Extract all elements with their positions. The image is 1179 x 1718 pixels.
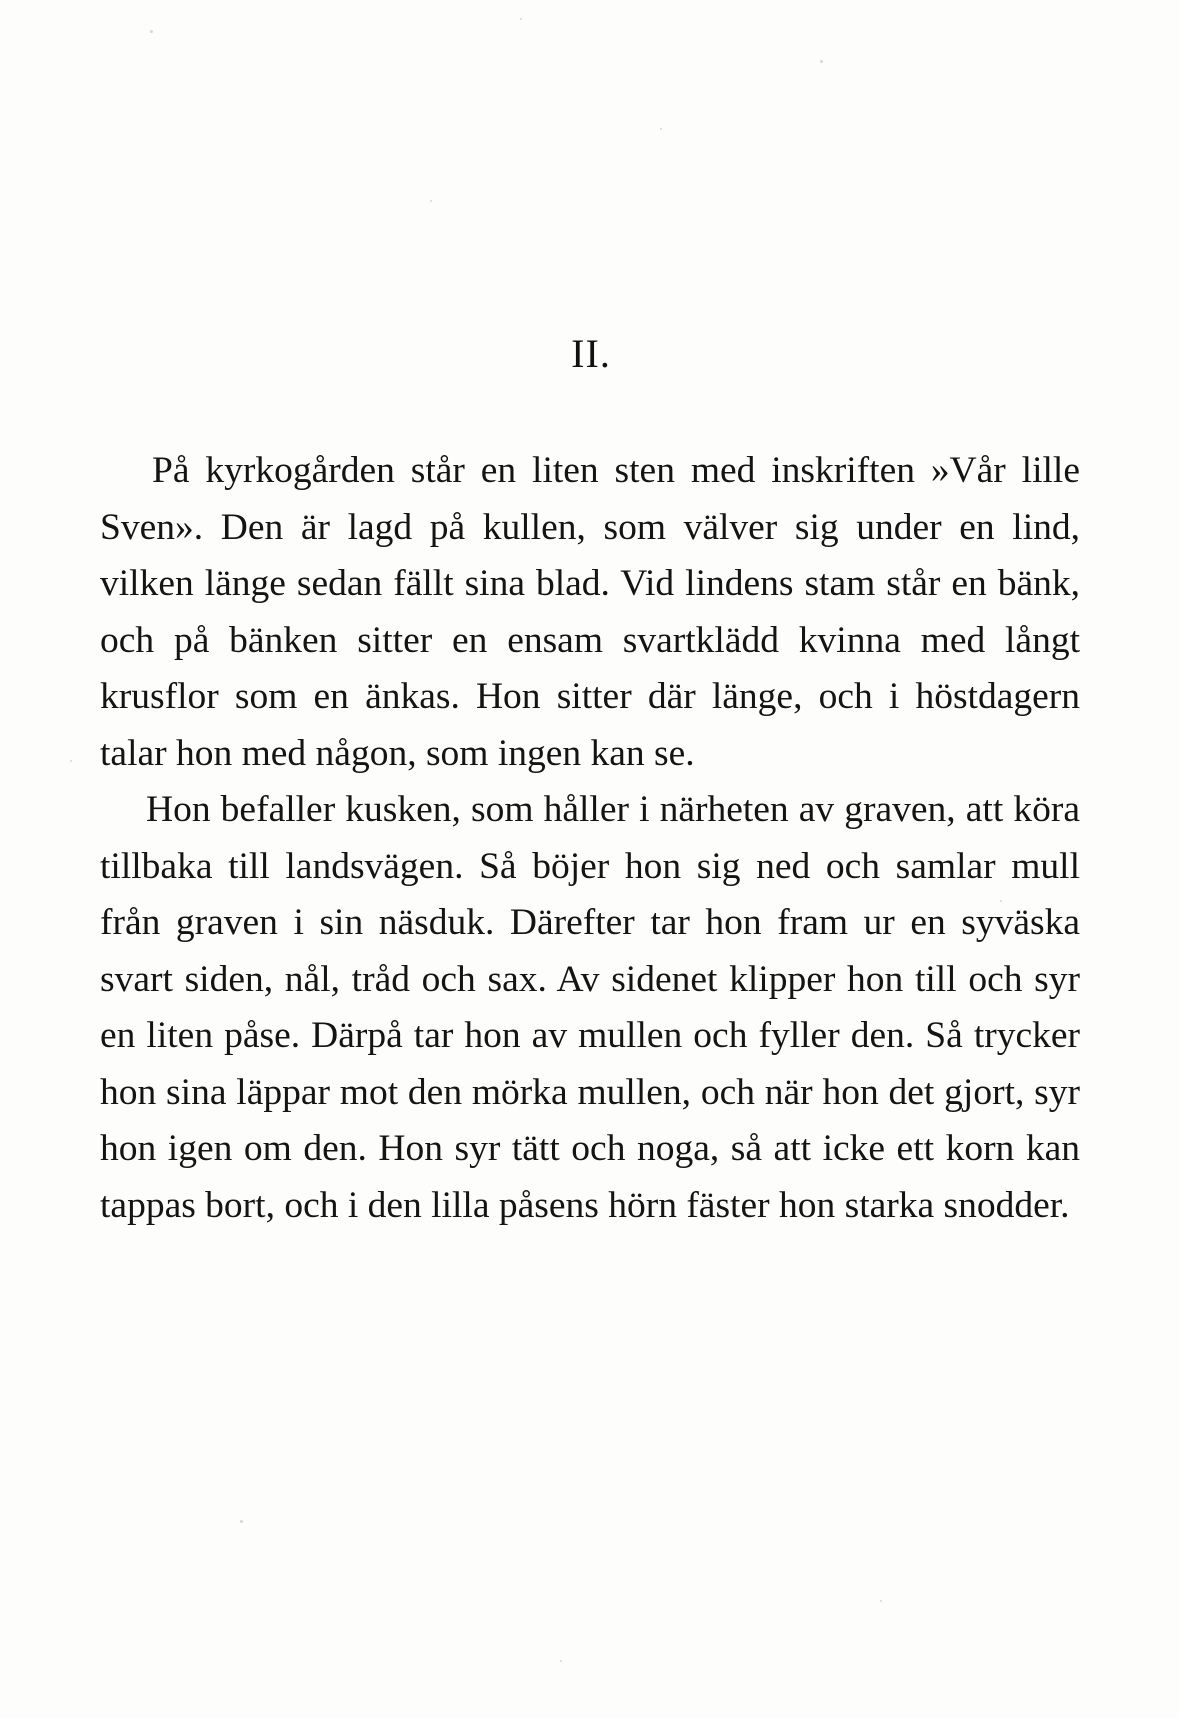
paper-speckle (430, 200, 432, 202)
paper-speckle (880, 1600, 882, 1602)
paper-speckle (150, 30, 153, 33)
paper-speckle (240, 1520, 243, 1523)
paper-speckle (820, 60, 823, 63)
paper-speckle (70, 760, 72, 762)
page-text-block (96, 330, 1086, 1234)
paper-speckle (520, 18, 522, 20)
paper-speckle (560, 1660, 562, 1662)
paper-speckle (660, 128, 662, 130)
paragraph-1: På kyrkogården står en liten sten med inskriften »Vår lille Sven». Den är lagd på kullen, som välver sig under en lind, vilken länge sedan fällt sina blad. Vid lindens stam står en bänk, och på bänken sitter en ensam svartklädd kvinna med långt krusflor som en änkas. Hon sitter där länge, och i höstdagern talar hon med någon, som ingen kan se. (100, 450, 1080, 774)
paragraph-2: Hon befaller kusken, som håller i närheten av graven, att köra tillbaka till landsvägen. Så böjer hon sig ned och samlar mull från graven i sin näsduk. Därefter tar hon fram ur en syväska svart siden, nål, tråd och sax. Av sidenet klipper hon till och syr en liten påse. Därpå tar hon av mullen och fyller den. Så trycker hon sina läppar mot den mörka mullen, och när hon det gjort, syr hon igen om den. Hon syr tätt och noga, så att icke ett korn kan tappas bort, och i den lilla påsens hörn fäster hon starka snodder. (100, 789, 1080, 1226)
chapter-number-heading: II. (571, 331, 611, 376)
